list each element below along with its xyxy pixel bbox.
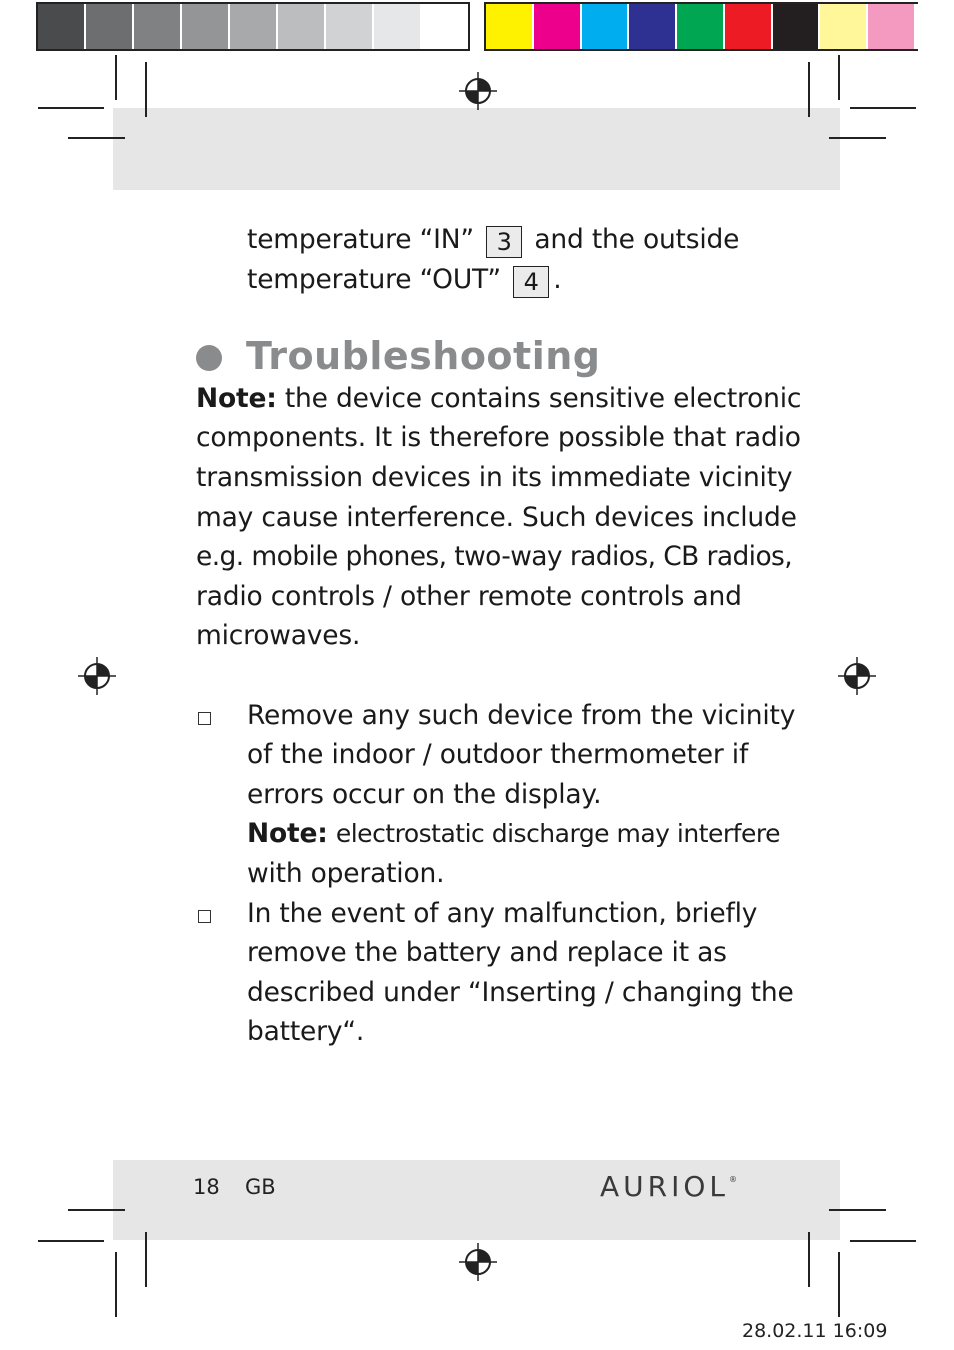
reference-number-box: 3 bbox=[486, 226, 522, 258]
bullet-line: Remove any such device from the vicinity bbox=[247, 700, 796, 731]
gray-bar-frame bbox=[36, 2, 470, 51]
crop-mark bbox=[808, 62, 810, 117]
header-band bbox=[113, 108, 840, 190]
crop-mark bbox=[808, 1232, 810, 1287]
crop-mark bbox=[115, 1252, 117, 1317]
reference-number-box: 4 bbox=[513, 266, 549, 298]
registration-mark-icon bbox=[78, 657, 116, 695]
color-bar-frame bbox=[484, 2, 918, 51]
note-line: may cause interference. Such devices include bbox=[196, 502, 797, 533]
crop-mark bbox=[850, 107, 916, 109]
registration-mark-icon bbox=[838, 657, 876, 695]
crop-mark bbox=[38, 1240, 104, 1242]
section-heading: Troubleshooting bbox=[246, 334, 601, 378]
crop-mark bbox=[145, 62, 147, 117]
note-line: transmission devices in its immediate vicinity bbox=[196, 462, 793, 493]
bullet-line: battery“. bbox=[247, 1016, 365, 1047]
note-line: e.g. mobile phones, two-way radios, CB radios, bbox=[196, 541, 793, 572]
bullet-line: remove the battery and replace it as bbox=[247, 937, 727, 968]
crop-mark bbox=[838, 1252, 840, 1317]
note-line: components. It is therefore possible that radio bbox=[196, 422, 801, 453]
brand-logo: AURIOL® bbox=[600, 1170, 737, 1203]
registration-mark-icon bbox=[459, 72, 497, 110]
print-timestamp: 28.02.11 16:09 bbox=[742, 1320, 888, 1342]
note-label: Note: bbox=[247, 818, 328, 849]
note-line: radio controls / other remote controls and bbox=[196, 581, 742, 612]
crop-mark bbox=[850, 1240, 916, 1242]
bullet-line: with operation. bbox=[247, 858, 445, 889]
note-label: Note: bbox=[196, 383, 277, 414]
crop-mark bbox=[68, 1209, 125, 1211]
bullet-line: errors occur on the display. bbox=[247, 779, 602, 810]
continued-text-line-1: temperature “IN” 3 and the outside bbox=[247, 224, 740, 256]
crop-mark bbox=[829, 137, 886, 139]
crop-mark bbox=[38, 107, 104, 109]
crop-mark bbox=[68, 137, 125, 139]
crop-mark bbox=[115, 55, 117, 100]
bullet-note-line: Note: electrostatic discharge may interfere bbox=[247, 818, 780, 849]
crop-mark bbox=[829, 1209, 886, 1211]
bullet-line: of the indoor / outdoor thermometer if bbox=[247, 739, 749, 770]
bullet-line: described under “Inserting / changing the bbox=[247, 977, 794, 1008]
bullet-line: In the event of any malfunction, briefly bbox=[247, 898, 758, 929]
note-line: microwaves. bbox=[196, 620, 361, 651]
page-number: 18 bbox=[193, 1175, 220, 1199]
crop-mark bbox=[145, 1232, 147, 1287]
language-code: GB bbox=[245, 1175, 276, 1199]
continued-text-line-2: temperature “OUT” 4 . bbox=[247, 264, 562, 296]
checkbox-bullet-icon bbox=[198, 712, 211, 725]
registration-mark-icon bbox=[459, 1243, 497, 1281]
heading-bullet-icon bbox=[196, 345, 222, 371]
crop-mark bbox=[838, 55, 840, 100]
checkbox-bullet-icon bbox=[198, 910, 211, 923]
note-line: Note: the device contains sensitive electronic bbox=[196, 383, 802, 414]
